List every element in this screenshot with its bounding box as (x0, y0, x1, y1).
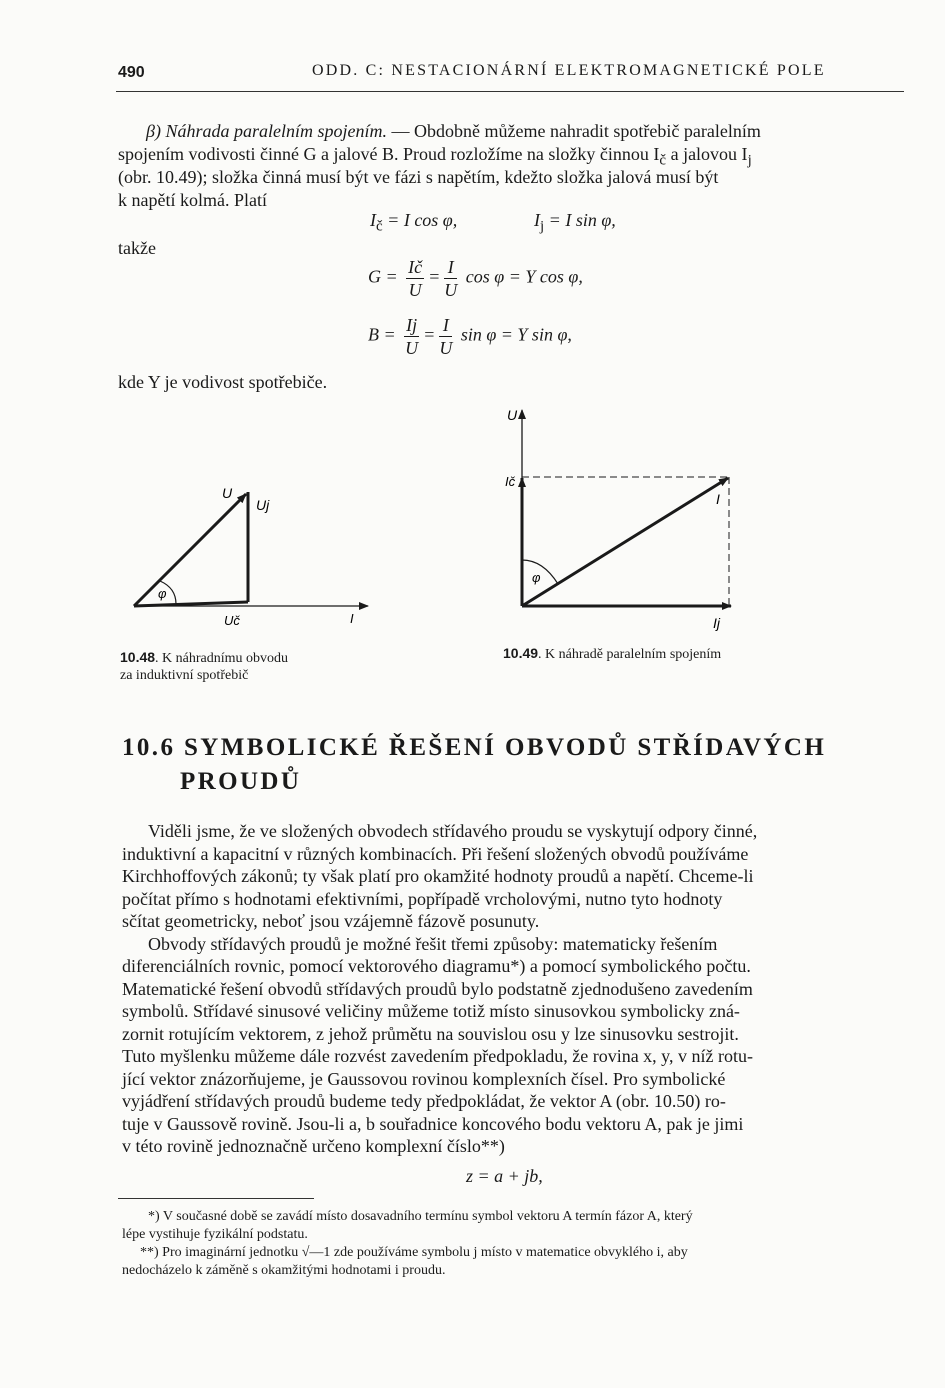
equation-ic: $I_č = I$ cos φ, (370, 210, 458, 235)
fraction-ij-u: $\frac{Ij}{U}$ (405, 315, 419, 358)
label-phi-49: φ (532, 570, 541, 585)
body-line: Viděli jsme, že ve složených obvodech střídavého proudu se vyskytují odpory činné, (148, 821, 758, 841)
u-vector (134, 494, 246, 606)
caption-10-48: 10.48. K náhradnímu obvodu za induktivní spotřebič (120, 649, 289, 683)
page-number: 490 (118, 64, 145, 81)
footnote-line: nedocházelo k záměně s okamžitými hodnotami i proudu. (122, 1263, 446, 1278)
intro-line-1 (146, 120, 904, 143)
label-phi: φ (158, 586, 167, 601)
header-rule (116, 91, 904, 92)
complex-number-equation: z = a + jb, (466, 1166, 543, 1186)
footnote-line: **) Pro imaginární jednotku √—1 zde používáme symbolu j místo v matematice obvyklého i, aby (140, 1245, 688, 1260)
item-title: Náhrada paralelním spojením. (165, 121, 387, 141)
footnote-rule (118, 1198, 314, 1199)
label-i: I (350, 611, 354, 626)
body-line: počítat přímo s hodnotami efektivními, popřípadě vrcholovými, nutno tyto hodnoty (122, 888, 723, 909)
body-line: Kirchhoffových zákonů; ty však platí pro okamžité hodnoty proudů a napětí. Chceme-li (122, 866, 754, 886)
label-ic-49: Ič (505, 474, 516, 489)
body-line: Obvody střídavých proudů je možné řešit třemi způsoby: matematicky řešením (148, 933, 718, 954)
label-uc: Uč (224, 613, 240, 628)
body-line: vyjádření střídavých proudů budeme tedy předpokládat, že vektor A (obr. 10.50) ro- (122, 1091, 726, 1111)
section-heading-line-1: 10.6 SYMBOLICKÉ ŘEŠENÍ OBVODŮ STŘÍDAVÝCH (122, 734, 827, 761)
body-text (122, 820, 904, 1158)
fraction-i-u: $\frac{I}{U}$ (444, 257, 458, 300)
label-u-49: U (507, 407, 518, 423)
body-line: tuje v Gaussově rovině. Jsou-li a, b souřadnice koncového bodu vektoru A, pak je jimi (122, 1113, 744, 1134)
label-i-49: I (716, 491, 720, 507)
body-line: sčítat geometricky, neboť jsou vzájemně fázově posunuty. (122, 911, 540, 931)
footnote-line: lépe vystihuje fyzikální podstatu. (122, 1227, 308, 1242)
body-line: diferenciálních rovnic, pomocí vektorového diagramu*) a pomocí symbolického počtu. (122, 956, 751, 976)
intro-line-4: k napětí kolmá. Platí (118, 190, 267, 210)
body-line: symbolů. Střídavé sinusové veličiny můžeme totiž místo sinusovkou symbolicky zná- (122, 1001, 740, 1021)
figure-10-48 (120, 470, 390, 640)
item-label: β) (146, 121, 161, 141)
after-equation-text: kde Y je vodivost spotřebiče. (118, 372, 328, 392)
label-uj: Uj (256, 497, 270, 513)
equation-ij: $I_j = I$ sin φ, (534, 210, 616, 235)
label-ij-49: Ij (713, 615, 720, 631)
body-line: Matematické řešení obvodů střídavých proudů bylo podstatně zjednodušeno zavedením (122, 978, 753, 999)
section-heading-line-2: PROUDŮ (180, 768, 302, 795)
body-line: v této rovině jednoznačně určeno komplexní číslo**) (122, 1136, 505, 1156)
running-title: ODD. C: NESTACIONÁRNÍ ELEKTROMAGNETICKÉ POLE (312, 62, 826, 79)
figure-10-49 (495, 400, 755, 640)
footnotes (122, 1208, 904, 1280)
label-u: U (222, 485, 233, 501)
takze-word: takže (118, 238, 156, 258)
body-line: induktivní a kapacitní v různých kombinacích. Při řešení složených obvodů používáme (122, 843, 749, 864)
fraction-i-u-2: $\frac{I}{U}$ (439, 315, 453, 358)
body-line: jící vektor znázorňujeme, je Gaussovou rovinou komplexních čísel. Pro symbolické (122, 1068, 726, 1089)
body-line: Tuto myšlenku můžeme dále rozvést zavedením předpokladu, že rovina x, y, v níž rotu- (122, 1046, 753, 1066)
i-vector (522, 478, 728, 606)
equation-b: B = $\frac{Ij}{U}$ = $\frac{I}{U}$ sin φ = Y sin φ, (368, 315, 572, 358)
body-line: zornit rotujícím vektorem, z jehož průmětu na souvislou osu y lze sinusovku sestrojit. (122, 1023, 739, 1044)
footnote-line: *) V současné době se zavádí místo dosavadního termínu symbol vektoru A termín fázor A, který (148, 1209, 693, 1224)
intro-line-1-rest: — Obdobně můžeme nahradit spotřebič paralelním (386, 121, 761, 141)
fraction-ic-u: $\frac{Ič}{U}$ (408, 257, 423, 300)
equation-g: G = $\frac{Ič}{U}$ = $\frac{I}{U}$ cos φ = Y cos φ, (368, 257, 583, 300)
intro-line-2: spojením vodivosti činné G a jalové B. Proud rozložíme na složky činnou $I_č$ a jalovou $I_j$ (118, 144, 752, 169)
intro-line-3: (obr. 10.49); složka činná musí být ve fázi s napětím, kdežto složka jalová musí být (118, 167, 719, 187)
caption-10-49: 10.49. K náhradě paralelním spojením (503, 645, 722, 662)
